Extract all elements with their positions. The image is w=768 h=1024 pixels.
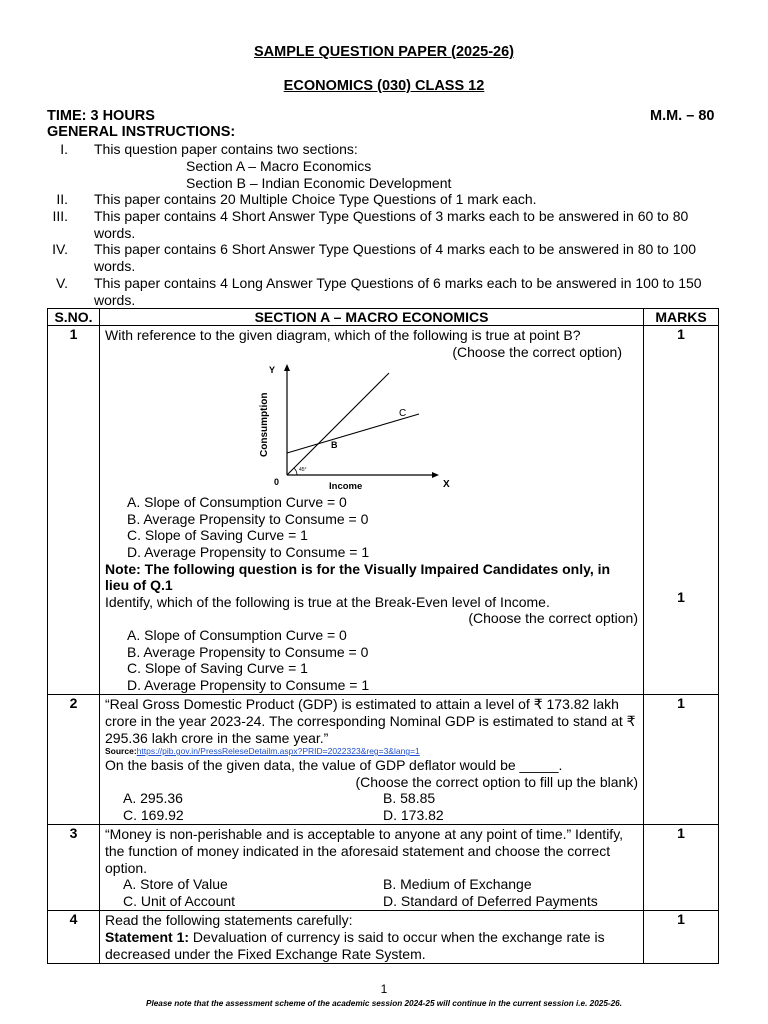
- max-marks-label: M.M. – 80: [650, 108, 715, 124]
- paper-title: SAMPLE QUESTION PAPER (2025-26): [254, 44, 514, 60]
- source-label: Source:: [105, 746, 137, 757]
- options-grid: [105, 876, 638, 909]
- vi-option-a: A. Slope of Consumption Curve = 0: [127, 626, 347, 643]
- option-d: D. Standard of Deferred Payments: [383, 892, 598, 909]
- option-c: C. 169.92: [123, 806, 184, 823]
- instruction-text: This paper contains 4 Short Answer Type Questions of 3 marks each to be answered in 60 to 80 words.: [94, 208, 689, 241]
- consumption-axis-title: Consumption: [259, 392, 270, 458]
- options-grid: [105, 790, 638, 823]
- statement-1: [105, 929, 638, 962]
- question-marks: 1: [644, 825, 719, 911]
- instruction-number: II.: [56, 191, 68, 207]
- instruction-number: IV.: [52, 241, 68, 257]
- option-b: B. Average Propensity to Consume = 0: [127, 510, 369, 527]
- question-quote: “Real Gross Domestic Product (GDP) is estimated to attain a level of ₹ 173.82 lakh crore in the year 2023-24. The corresponding Nominal GDP is estimated to stand at ₹ 295.36 lakh crore in the same year.”: [105, 696, 636, 746]
- point-b-label: B: [331, 440, 338, 451]
- subject-title: ECONOMICS (030) CLASS 12: [283, 78, 485, 94]
- option-b: B. 58.85: [383, 790, 436, 807]
- source-link[interactable]: https://pib.gov.in/PressReleseDetailm.aspx?PRID=2022323&reg=3&lang=1: [136, 746, 420, 757]
- question-text: On the basis of the given data, the value of GDP deflator would be _____.: [105, 757, 563, 774]
- question-text: Read the following statements carefully:: [105, 912, 353, 929]
- income-axis-title: Income: [329, 481, 363, 491]
- time-label: TIME: 3 HOURS: [47, 108, 155, 124]
- option-a: A. Slope of Consumption Curve = 0: [127, 494, 347, 511]
- choose-instruction: (Choose the correct option): [452, 343, 622, 360]
- question-number: 4: [48, 911, 100, 964]
- marks-cell: [644, 326, 719, 695]
- marks-header: MARKS: [644, 309, 719, 326]
- vi-option-d: D. Average Propensity to Consume = 1: [127, 676, 370, 693]
- vi-question-text: Identify, which of the following is true at the Break-Even level of Income.: [105, 593, 550, 610]
- instruction-number: I.: [60, 141, 68, 157]
- option-c: C. Unit of Account: [123, 892, 236, 909]
- question-row-1: [48, 326, 719, 695]
- question-body: [100, 695, 644, 825]
- x-axis-arrow: [432, 472, 439, 478]
- origin-label: 0: [274, 477, 280, 488]
- vi-option-c: C. Slope of Saving Curve = 1: [127, 660, 308, 677]
- visually-impaired-note: Note: The following question is for the Visually Impaired Candidates only, in lieu of Q.1: [105, 560, 611, 594]
- statement-text: Devaluation of currency is said to occur when the exchange rate is decreased under the Fixed Exchange Rate System.: [105, 929, 605, 962]
- y-axis-arrow: [284, 364, 290, 371]
- question-row-3: [48, 825, 719, 911]
- option-a: A. Store of Value: [123, 876, 228, 893]
- sno-header: S.NO.: [48, 309, 100, 326]
- instructions-heading: GENERAL INSTRUCTIONS:: [47, 124, 236, 140]
- y-axis-label: Y: [269, 365, 276, 376]
- question-number: 2: [48, 695, 100, 825]
- angle-label: 45°: [299, 467, 307, 474]
- instruction-text: This paper contains 6 Short Answer Type Questions of 4 marks each to be answered in 80 to 100 words.: [94, 241, 697, 274]
- instruction-number: V.: [56, 275, 68, 291]
- question-text: With reference to the given diagram, which of the following is true at point B?: [105, 327, 581, 343]
- curve-c-label: C: [399, 408, 407, 420]
- question-number: 3: [48, 825, 100, 911]
- instruction-section-a: Section A – Macro Economics: [186, 158, 372, 174]
- question-body: [100, 911, 644, 964]
- instruction-section-b: Section B – Indian Economic Development: [186, 175, 452, 191]
- question-marks: 1: [644, 695, 719, 825]
- option-d: D. Average Propensity to Consume = 1: [127, 543, 370, 560]
- option-a: A. 295.36: [123, 790, 183, 807]
- consumption-diagram: [247, 362, 457, 490]
- question-table: [47, 308, 719, 964]
- consumption-curve: [287, 414, 419, 453]
- instruction-text: This paper contains 20 Multiple Choice Type Questions of 1 mark each.: [94, 191, 537, 207]
- option-c: C. Slope of Saving Curve = 1: [127, 527, 308, 544]
- question-number: 1: [48, 326, 100, 695]
- angle-arc: [294, 468, 297, 475]
- question-marks: 1: [677, 326, 685, 342]
- question-row-4: [48, 911, 719, 964]
- section-header: SECTION A – MACRO ECONOMICS: [100, 309, 644, 326]
- x-axis-label: X: [443, 479, 450, 491]
- footer-note: Please note that the assessment scheme of the academic session 2024-25 will continue in the current session i.e. 2025-26.: [146, 999, 622, 1008]
- question-row-2: [48, 695, 719, 825]
- statement-label: Statement 1:: [105, 929, 190, 946]
- forty-five-degree-line: [287, 373, 389, 475]
- option-b: B. Medium of Exchange: [383, 876, 532, 893]
- vi-option-b: B. Average Propensity to Consume = 0: [127, 643, 369, 660]
- question-body: [100, 326, 644, 695]
- vi-choose-instruction: (Choose the correct option): [468, 610, 638, 627]
- instruction-text: This question paper contains two sections:: [94, 141, 358, 157]
- question-body: [100, 825, 644, 911]
- instruction-text: This paper contains 4 Long Answer Type Questions of 6 marks each to be answered in 100 to 150 words.: [94, 275, 702, 308]
- instruction-number: III.: [52, 208, 68, 224]
- choose-instruction: (Choose the correct option to fill up the blank): [355, 773, 638, 790]
- page-number: 1: [380, 982, 388, 996]
- vi-question-marks: 1: [677, 588, 685, 605]
- option-d: D. 173.82: [383, 806, 444, 823]
- source-line: [105, 746, 638, 757]
- table-header-row: [48, 309, 719, 326]
- question-text: “Money is non-perishable and is acceptable to anyone at any point of time.” Identify, the function of money indicated in the aforesaid statement and choose the correct option.: [105, 826, 624, 876]
- question-marks: 1: [644, 911, 719, 964]
